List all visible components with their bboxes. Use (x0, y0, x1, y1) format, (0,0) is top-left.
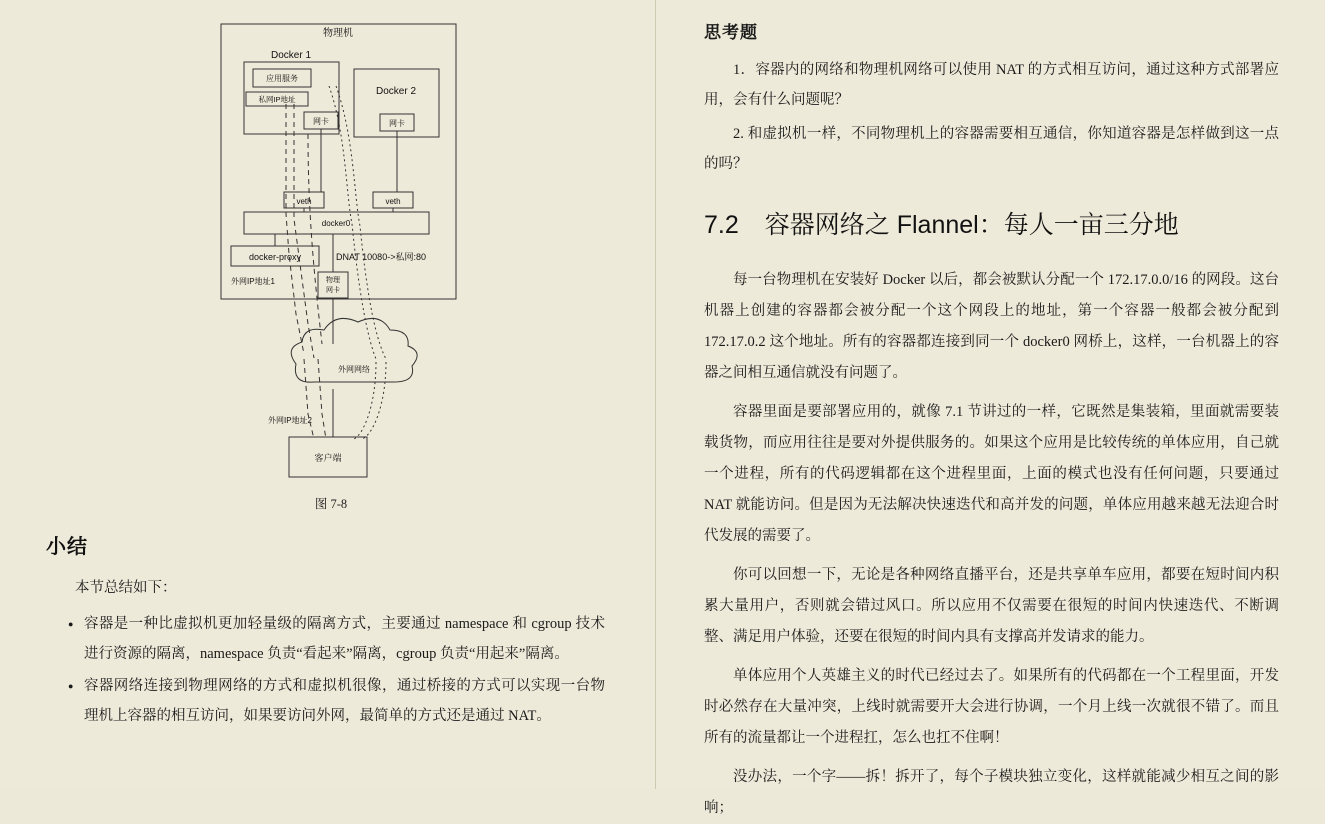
figure-label-dnat: DNAT 10080->私网:80 (336, 252, 426, 262)
list-item: 1．容器内的网络和物理机网络可以使用 NAT 的方式相互访问，通过这种方式部署应用，会有什么问题呢？ (704, 62, 1279, 108)
figure-label-app-service: 应用服务 (266, 74, 298, 83)
figure-label-veth-right: veth (385, 197, 401, 206)
list-item: ● 容器网络连接到物理网络的方式和虚拟机很像，通过桥接的方式可以实现一台物理机上容器的相互访问，如果要访问外网，最简单的方式还是通过 NAT。 (68, 671, 605, 731)
left-column (0, 0, 655, 789)
list-item: ● 容器是一种比虚拟机更加轻量级的隔离方式，主要通过 namespace 和 cgroup 技术进行资源的隔离，namespace 负责“看起来”隔离，cgroup 负责“用起来”隔离。 (68, 609, 605, 669)
figure-label-private-ip: 私网IP地址 (258, 95, 296, 104)
figure-label-bridge: docker0 (321, 219, 351, 228)
body-paragraph: 你可以回想一下，无论是各种网络直播平台，还是共享单车应用，都要在短时间内积累大量用户，否则就会错过风口。所以应用不仅需要在很短的时间内快速迭代、不断调整、满足用户体验，还要在很短的时间内具有支撑高并发请求的能力。 (704, 567, 1279, 645)
figure-label-host-nic-1: 物理 (326, 277, 340, 284)
chapter-title: 容器网络之 Flannel：每人一亩三分地 (764, 211, 1179, 239)
figure-label-cloud: 外网网络 (338, 365, 370, 374)
right-column (656, 0, 1325, 816)
body-paragraph: 每一台物理机在安装好 Docker 以后，都会被默认分配一个 172.17.0.0/16 的网段。这台机器上创建的容器都会被分配一个这个网段上的地址，第一个容器一般都会被分配到 172.17.0.2 这个地址。所有的容器都连接到同一个 docker0 网桥上，这样，一台机器上的容器之间相互通信就没有问题了。 (704, 272, 1279, 381)
figure-label-client: 客户端 (314, 453, 342, 463)
figure-label-veth-left: veth (296, 197, 312, 206)
summary-bullet-list (46, 609, 615, 731)
figure-caption: 图 7-8 (314, 497, 348, 511)
figure-label-docker1-nic: 网卡 (313, 117, 329, 126)
chapter-number: 7.2 (704, 211, 739, 239)
list-item: 2. 和虚拟机一样，不同物理机上的容器需要相互通信，你知道容器是怎样做到这一点的吗？ (704, 126, 1279, 172)
summary-heading: 小结 (46, 536, 88, 558)
figure-label-ext-ip2: 外网IP地址2 (268, 416, 313, 425)
figure-label-host-nic-2: 网卡 (326, 287, 340, 294)
body-paragraph: 没办法，一个字——拆！拆开了，每个子模块独立变化，这样就能减少相互之间的影响； (704, 769, 1279, 816)
figure-label-docker1: Docker 1 (270, 50, 312, 61)
body-paragraph: 单体应用个人英雄主义的时代已经过去了。如果所有的代码都在一个工程里面，开发时必然存在大量冲突，上线时就需要开大会进行协调，一个月上线一次就很不错了。而且所有的流量都让一个进程扛，怎么也扛不住啊！ (704, 668, 1279, 746)
figure-label-docker2: Docker 2 (375, 86, 417, 97)
network-diagram (46, 14, 616, 504)
figure-container (46, 14, 615, 514)
figure-label-docker-proxy: docker-proxy (248, 252, 302, 262)
figure-label-ext-ip1: 外网IP地址1 (231, 277, 276, 286)
figure-label-host: 物理机 (323, 28, 353, 39)
summary-intro: 本节总结如下： (75, 580, 177, 596)
chapter-heading (704, 205, 1279, 241)
figure-label-docker2-nic: 网卡 (389, 119, 405, 128)
thinking-questions-list (704, 55, 1279, 179)
body-paragraph: 容器里面是要部署应用的，就像 7.1 节讲过的一样，它既然是集装箱，里面就需要装载货物，而应用往往是要对外提供服务的。如果这个应用是比较传统的单体应用，自己就一个进程，所有的代码逻辑都在这个进程里面，上面的模式也没有任何问题，只要通过 NAT 就能访问。但是因为无法解决快速迭代和高并发的问题，单体应用越来越无法迎合时代发展的需要了。 (704, 404, 1279, 544)
thinking-questions-heading: 思考题 (704, 23, 758, 42)
